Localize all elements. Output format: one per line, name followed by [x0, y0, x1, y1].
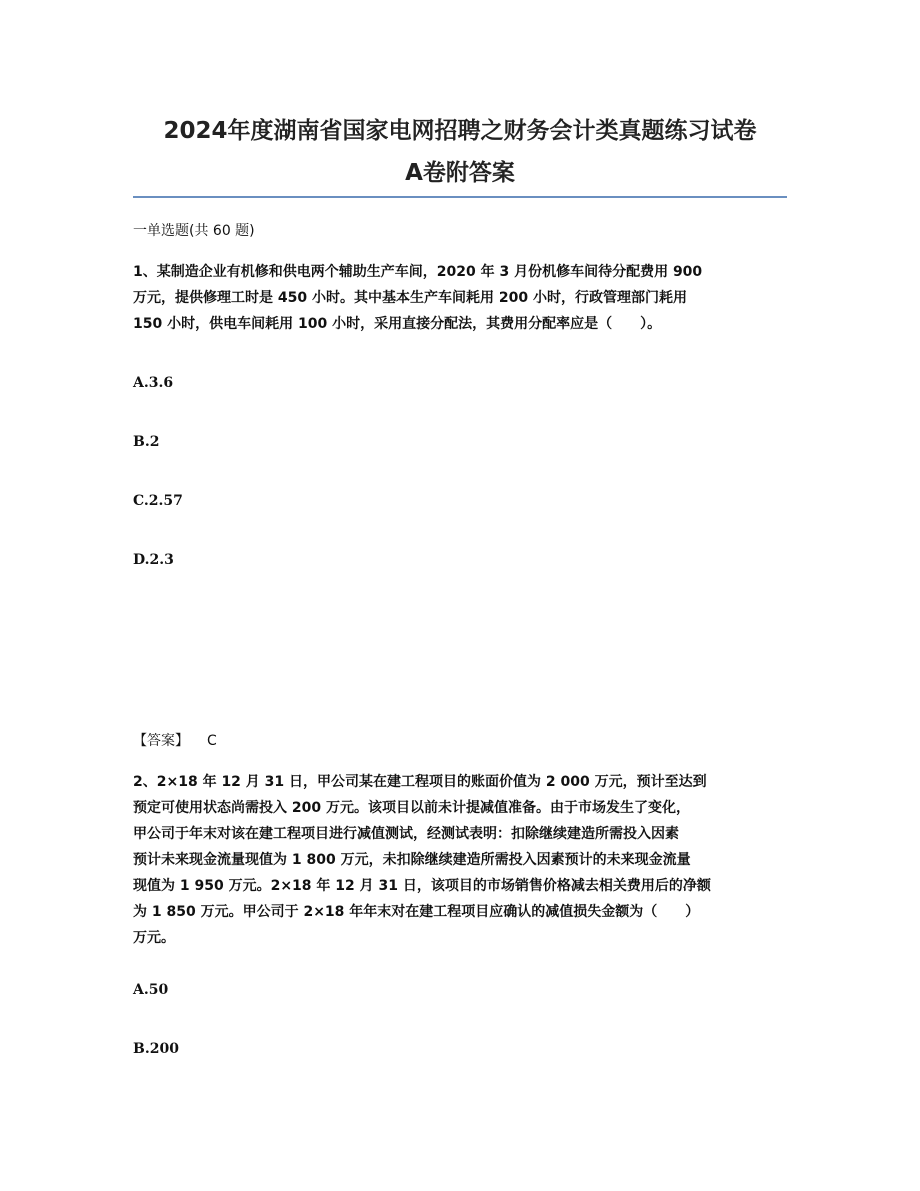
question-2-line: 为 1 850 万元。甲公司于 2×18 年年末对在建工程项目应确认的减值损失金额为（ ） — [133, 904, 700, 920]
question-1-text — [133, 259, 783, 337]
question-2-line: 预计未来现金流量现值为 1 800 万元，未扣除继续建造所需投入因素预计的未来现金流量 — [133, 852, 691, 868]
question-2-text — [133, 769, 783, 951]
question-1-line: 1、某制造企业有机修和供电两个辅助生产车间，2020 年 3 月份机修车间待分配费用 900 — [133, 264, 703, 280]
question-2-option-b: B.200 — [133, 1041, 179, 1057]
question-1-option-b: B.2 — [133, 434, 160, 450]
question-1-option-d: D.2.3 — [133, 552, 174, 568]
question-2-line: 甲公司于年末对该在建工程项目进行减值测试，经测试表明：扣除继续建造所需投入因素 — [133, 826, 679, 842]
question-2-line: 现值为 1 950 万元。2×18 年 12 月 31 日，该项目的市场销售价格减去相关费用后的净额 — [133, 878, 711, 894]
question-1-answer — [133, 730, 217, 752]
question-2-line: 万元。 — [133, 930, 175, 946]
section-heading: 一单选题(共 60 题) — [133, 223, 255, 239]
question-1-option-a: A.3.6 — [133, 375, 174, 391]
title-divider — [133, 196, 787, 198]
question-2-option-a: A.50 — [133, 982, 169, 998]
answer-label: 【答案】 — [133, 733, 189, 749]
question-1-option-c: C.2.57 — [133, 493, 183, 509]
question-1-line: 万元，提供修理工时是 450 小时。其中基本生产车间耗用 200 小时，行政管理部门耗用 — [133, 290, 687, 306]
question-2-line: 预定可使用状态尚需投入 200 万元。该项目以前未计提减值准备。由于市场发生了变化， — [133, 800, 690, 816]
document-title-line-2: A卷附答案 — [405, 160, 515, 186]
answer-value: C — [207, 733, 217, 749]
question-2-line: 2、2×18 年 12 月 31 日，甲公司某在建工程项目的账面价值为 2 000 万元，预计至达到 — [133, 774, 707, 790]
question-1-line: 150 小时，供电车间耗用 100 小时，采用直接分配法，其费用分配率应是（ ）。 — [133, 316, 662, 332]
document-title-line-1: 2024年度湖南省国家电网招聘之财务会计类真题练习试卷 — [163, 118, 757, 144]
